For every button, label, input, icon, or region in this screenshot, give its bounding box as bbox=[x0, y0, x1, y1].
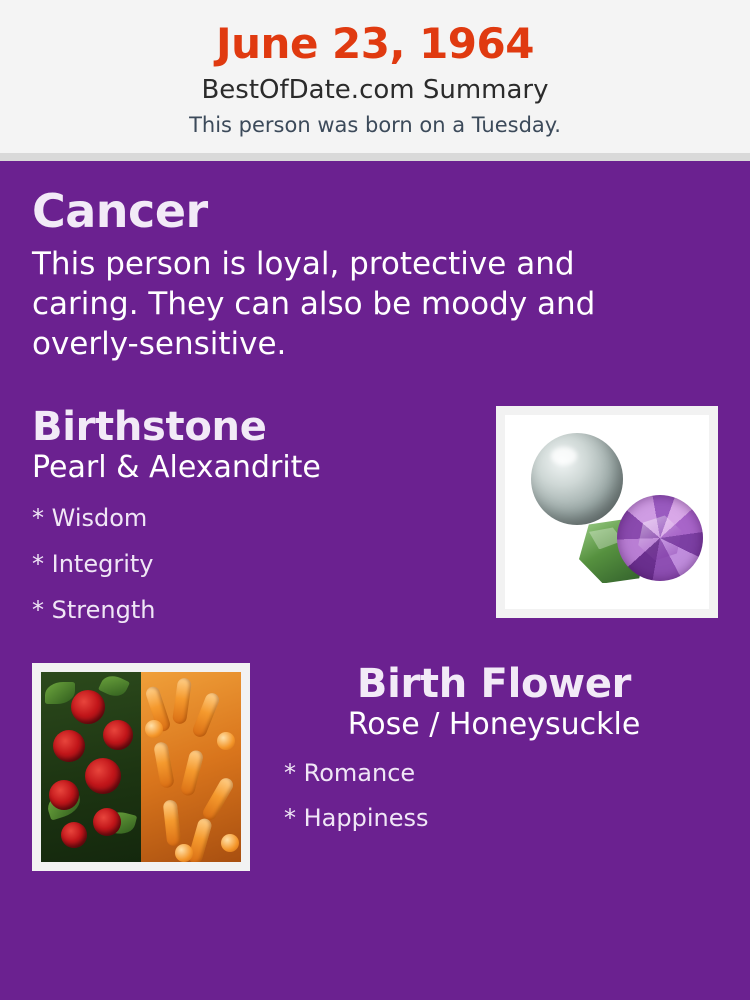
honeysuckle-photo-half bbox=[141, 672, 241, 862]
birthstone-names: Pearl & Alexandrite bbox=[32, 450, 321, 486]
birth-flower-text bbox=[270, 663, 718, 840]
birth-flower-title: Birth Flower bbox=[356, 661, 632, 708]
birthstone-trait: * Strength bbox=[32, 595, 156, 624]
alexandrite-faceted-gem-icon bbox=[617, 495, 703, 581]
honeysuckle-icon bbox=[200, 776, 235, 823]
leaf-icon bbox=[45, 682, 75, 704]
birthstone-trait: * Integrity bbox=[32, 550, 154, 579]
pearl-icon bbox=[531, 433, 623, 525]
page-title: June 23, 1964 bbox=[216, 19, 534, 68]
honeysuckle-bud-icon bbox=[217, 732, 235, 750]
header-divider bbox=[0, 153, 750, 161]
birth-flower-traits bbox=[270, 751, 718, 840]
birth-flower-trait: * Happiness bbox=[284, 803, 429, 832]
pearl-and-alexandrite-photo bbox=[505, 415, 709, 609]
zodiac-description: This person is loyal, protective and caring. They can also be moody and overly-sensitive. bbox=[32, 246, 596, 362]
birthstone-image-frame bbox=[496, 406, 718, 618]
honeysuckle-icon bbox=[180, 749, 205, 797]
rose-icon bbox=[53, 730, 85, 762]
honeysuckle-icon bbox=[191, 691, 221, 739]
honeysuckle-bud-icon bbox=[145, 720, 163, 738]
birth-flower-section bbox=[32, 663, 718, 871]
leaf-icon bbox=[98, 672, 130, 701]
header bbox=[0, 0, 750, 153]
rose-and-honeysuckle-photo bbox=[41, 672, 241, 862]
honeysuckle-icon bbox=[163, 800, 182, 847]
honeysuckle-icon bbox=[172, 677, 192, 725]
birthstone-title: Birthstone bbox=[32, 404, 267, 451]
birth-flower-image-frame bbox=[32, 663, 250, 871]
birthstone-section bbox=[32, 406, 718, 633]
rose-icon bbox=[71, 690, 105, 724]
rose-icon bbox=[61, 822, 87, 848]
details-panel bbox=[0, 161, 750, 1000]
birth-flower-names: Rose / Honeysuckle bbox=[347, 707, 641, 743]
site-summary-label: BestOfDate.com Summary bbox=[201, 75, 549, 106]
rose-icon bbox=[85, 758, 121, 794]
birth-flower-trait: * Romance bbox=[284, 759, 416, 788]
honeysuckle-icon bbox=[153, 741, 175, 789]
birthstone-trait: * Wisdom bbox=[32, 504, 148, 533]
honeysuckle-bud-icon bbox=[221, 834, 239, 852]
weekday-note: This person was born on a Tuesday. bbox=[189, 112, 561, 137]
rose-photo-half bbox=[41, 672, 141, 862]
zodiac-sign-title: Cancer bbox=[32, 184, 208, 239]
rose-icon bbox=[103, 720, 133, 750]
birthstone-text bbox=[32, 406, 478, 633]
